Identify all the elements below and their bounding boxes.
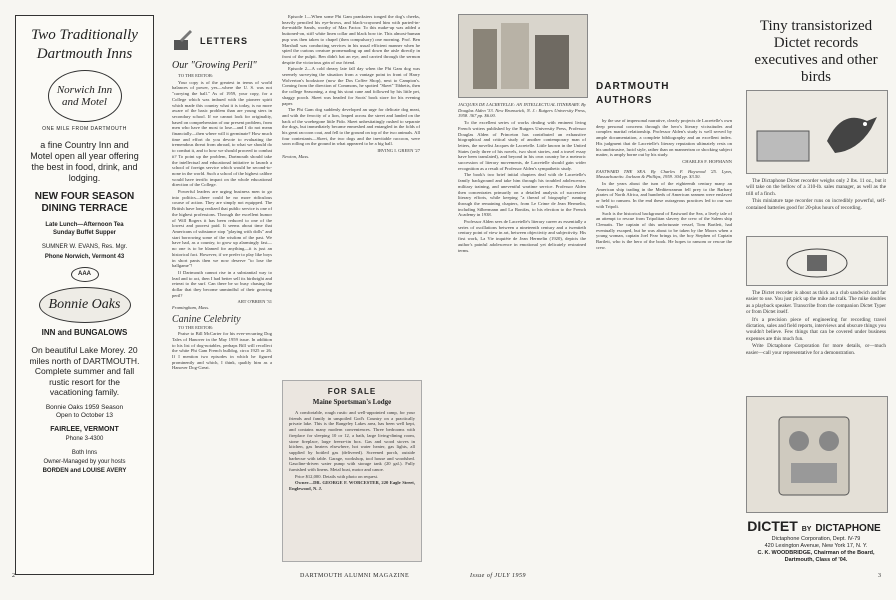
norwich-inn-description: a fine Country Inn and Motel open all year offering the best in food, drink, and lodging. — [30, 140, 139, 183]
aaa-logo: AAA — [71, 267, 99, 282]
letters-heading: LETTERS — [200, 36, 249, 46]
dictet-bird-photo — [746, 90, 888, 174]
dictet-copy-1 — [746, 178, 886, 238]
page-number-right: 3 — [878, 573, 882, 579]
for-sale-heading: FOR SALE — [327, 387, 377, 396]
dictet-cartoon — [746, 236, 888, 286]
dictet-brand-maker: DICTAPHONE — [815, 523, 881, 534]
letter-title-canine-celebrity: Canine Celebrity — [172, 313, 241, 325]
letter-1-body — [172, 73, 272, 371]
for-sale-body-wrap — [283, 410, 421, 492]
recorder-icon — [747, 397, 887, 512]
letter-2-episode-1: Episode 1—When some Phi Gam pranksters tonged the dog's cheeks, heavily penciled his eye-brows, and black-crayoned him with parted-in-the-middle Sands, worthy of Max Factor. To this make-up was added a buttoned-on, stiff white linen collar and black bow tie. This almost-human pup was then taken to chapel (then compulsory) one morning. Prof. Ben Marshall was conducting services in his usual efficient manner when he spied the curious creature promenading up and down the aisle directly in front of the pulpit. Ben didn't bat an eye, and carried through the sermon despite the victorious grin of our friend. — [282, 14, 420, 65]
letter-1-salutation: TO THE EDITOR: — [178, 73, 214, 78]
dictet-corp: Dictaphone Corporation, Dept. IV-79 — [771, 536, 861, 542]
norwich-inn-logo-line2: and Motel — [62, 96, 107, 108]
dictet-device-photo — [746, 396, 888, 513]
letters-column-2 — [282, 14, 420, 376]
bonnie-oaks-description: On beautiful Lake Morey. 20 miles north of DARTMOUTH. Complete summer and fall rustic resort for the vacationing family. — [29, 345, 140, 397]
letters-column-1 — [172, 30, 272, 570]
dining-terrace-text: NEW FOUR SEASON DINING TERRACE — [34, 191, 135, 214]
letter-1-signature: ART O'BRIEN '31 — [237, 299, 272, 305]
letter-1-place: Framingham, Mass. — [172, 305, 210, 311]
page-number-left: 2 — [12, 573, 16, 579]
for-sale-advertisement — [282, 380, 422, 562]
bonnie-oaks-logo: Bonnie Oaks — [39, 287, 131, 323]
norwich-inn-logo — [48, 70, 122, 122]
authors-column-2 — [596, 118, 732, 564]
magazine-name: DARTMOUTH ALUMNI MAGAZINE — [300, 573, 410, 579]
norwich-phone: Phone Norwich, Vermont 43 — [44, 254, 125, 260]
authors-heading-line2: AUTHORS — [596, 95, 653, 106]
letter-2-signature: IRVING I. GREEN '27 — [377, 148, 420, 154]
letter-2-salutation: TO THE EDITOR: — [178, 324, 214, 330]
inns-advertisement — [15, 15, 154, 575]
for-sale-owner: Owner—DR. GEORGE F. WORCESTER, 220 Eagle Street, Englewood, N. J. — [289, 480, 415, 492]
dictet-brand-name: DICTET — [747, 518, 798, 534]
from-dartmouth-text: ONE MILE FROM DARTMOUTH — [42, 126, 127, 132]
review-2-paragraph-1: In the years about the turn of the eighteenth century many an American ship trading in the Mediterranean fell prey to the Barbary pirates of North Africa, and hundreds of American seamen were enslaved or held to ransom. In the end these outrageous practices led to our war with Tripoli. — [596, 181, 732, 209]
review-1-conclusion: by the use of impersonal narrative, clearly projects de Lacretelle's own deep personal concerns through the hero's literary vicissitudes and complex marital relationship. Professor Alden's study is well served by ample documentation, a complete bibliography and an excellent index. His judgment that de Lacretelle's literary reputation ultimately rests on his unobtrusive, lucid style, rather than on mannerism or shocking subject matter, is amply borne out by his study. — [596, 118, 732, 158]
books-image-icon — [459, 15, 587, 97]
letter-1-paragraph-3: If Dartmouth cannot rise in a substantial way to lead and to act, then I had better sell its birthright and retreat to the surf. Can there be so busy chasing the dollar that they become unmindful of their growing peril? — [172, 269, 272, 298]
dictet-body-2: This miniature tape recorder runs on incredibly powerful, self-contained batteries good for 20-plus hours of recording. — [746, 198, 886, 211]
letter-title-growing-peril: Our "Growing Peril" — [172, 60, 257, 71]
book-1-citation: JACQUES DE LACRETELLE: AN INTELLECTUAL ITINERARY. By Douglas Alden '33. New Brunswick, N. J.: Rutgers University Press, 1958. 367 pp. $6.00. — [458, 102, 586, 119]
for-sale-price: Price $12,000. Details with photo on request. — [295, 473, 379, 479]
dictet-address: 420 Lexington Avenue, New York 17, N. Y. — [764, 543, 868, 549]
manager-name: SUMNER W. EVANS, Res. Mgr. — [41, 244, 128, 250]
dictet-copy-2 — [746, 290, 886, 388]
late-lunch-text: Late Lunch—Afternoon Tea Sunday Buffet Supper — [45, 222, 124, 236]
letter-2-place: Newton, Mass. — [282, 153, 310, 159]
letters-header — [172, 30, 272, 52]
book-2-citation: EASTWARD THE SEA. By Charles F. Haywood '25. Lynn, Massachusetts: Jackson & Phillips, 1959. 304 pp. $3.50. — [596, 168, 732, 180]
for-sale-body: A comfortable, rough rustic and well-appointed camp, for your friends and family in unspoiled God's Country on a practically private lake. This is the Rangeley Lakes area, has been well kept, and contains many modern conveniences. Three bedrooms with fireplace for sleeping 10 or 12, a bath, large living-dining room, stone fireplace, large freeze-tin box. Gas and wood stoves in kitchen, gas heaters elsewhere, hot water heater, gas lights, all supplied by bottled gas (delivered). Screened porch, outside barbecue with table. Garage, workshop, tool house and woodshed. Gasoline-driven water pump with storage tank (20 gal.). Fully furnished with linens. Metal boat, motor and canoe. — [289, 410, 415, 473]
dartmouth-authors-heading — [596, 80, 669, 108]
hosts-names: BORDEN and LOUISE AVERY — [42, 467, 127, 474]
owner-managed-text: Owner-Managed by your hosts — [43, 458, 126, 465]
authors-heading-line1: DARTMOUTH — [596, 81, 670, 92]
norwich-inn-logo-line1: Norwich Inn — [56, 84, 113, 96]
bonnie-oaks-phone: Phone 3-4300 — [65, 435, 104, 442]
dictet-class: Dartmouth, Class of '04. — [784, 557, 848, 563]
microphone-icon — [747, 237, 887, 285]
both-inns-text: Both Inns — [71, 449, 98, 456]
review-1-paragraph-3: Professor Alden sees de Lacretelle's literary career as essentially a series of oscillations between a nineteenth century and a twentieth century point of view in art, between objectivity and subjectivity. His first work, La Vie inquiète de Jean Hermelin (1920), depicts the author's painful adolescence in emotional yet delicately restrained terms. — [458, 219, 586, 253]
bird-icon — [747, 91, 887, 173]
dictet-body-3: The Dictet recorder is about as thick as a club sandwich and far easier to use. You just pick up the mike and talk. The mike doubles as a playback speaker. Transcribe from the companion Dictet Typer or from Dictet itself. — [746, 290, 886, 316]
dictet-body-4: It's a precision piece of engineering for recording travel dictation, sales and field reports, interviews and obscure things you wouldn't believe. Few things that can be covered under business expenses are this much fun. — [746, 316, 886, 342]
dictet-chairman: C. K. WOODBRIDGE, Chairman of the Board, — [757, 550, 875, 556]
letter-2-paragraph-1: Praise to Bill McCarter for his ever-recurring Dog Tales of Hanover in the May 1959 issue. In addition to his list of dog-notables, perhaps Bill will recollect the white Phi Gam French bulldog, circa 1925 or 26. If I mention two episodes in which he figured prominently and which, I think, qualify him as a Hanover Dog-Great. — [172, 331, 272, 371]
dictet-brand — [744, 518, 884, 534]
review-1-paragraph-1: To the excellent series of works dealing with eminent living French writers published by the Rutgers University Press, Professor Douglas Alden of Princeton has contributed an exhaustive biographical and critical study of another contemporary man of letters, the novelist Jacques de Lacretelle. Little known in the United States (only three of his novels, two short stories, and a travel essay have been translated), and beyond in his own country be a meteoric succession of literary movements, de Lacretelle should gain wider recognition as a result of Professor Alden's sympathetic study. — [458, 120, 586, 171]
dictet-brand-by: BY — [801, 526, 812, 533]
dictet-body-5: Write Dictaphone Corporation for more details, or—much easier—call your representative for a demonstration. — [746, 343, 886, 356]
quill-ink-icon — [172, 30, 194, 52]
authors-column-1 — [458, 102, 586, 564]
letter-2-paragraph-fight: The Phi Gam dog suddenly developed an urge for delicate dog meat, and with the ferocity of a lion, leaped across the street and landed on the back of the woebegone little Fido. Skeet unhesitatingly rushed to separate the dogs, but immediately became enmeshed and entangled in the folds of his great raccoon coat, and fell to the ground on top of the two animals. All four contestants—Skeet, the two dogs and the inevitable raccoon, were soon rolling on the ground in what appeared to be a big ball. — [282, 107, 420, 147]
inns-ad-title: Two Traditionally Dartmouth Inns — [31, 27, 138, 62]
book-photo — [458, 14, 588, 98]
letter-1-paragraph-2: Powerful leaders are urging business men to go into politics—there could be no more ridiculous course of action. They are simply not equipped. The British have long realized that public service is one of the highest professions. Through the excellent humor of Will Rogers it has been reduced to one of the lowest and poorest paid. It seems about time that Americans of substance stop "playing with dolls" and start borrowing some of the wisdom of the past. We have had, as a country, to grow up alarmingly fast—no one is to be blamed for anything—it is just an historical fact. However, if we prefer to play like boys in short pants then we now deserve "to lose the ballgame"! — [172, 189, 272, 269]
dictet-headline: Tiny transistorized Dictet records executives and other birds — [754, 18, 878, 85]
issue-date: Issue of JULY 1959 — [470, 573, 527, 579]
reviewer-1-name: CHARLES F. HOFMANN — [682, 158, 732, 164]
bonnie-oaks-season: Bonnie Oaks 1959 Season Open to October 13 — [45, 403, 124, 419]
review-1-paragraph-2: The book's two brief initial chapters deal with de Lacretelle's family background and take him through his troubled adolescence, military training, and uneventful wartime service. Professor Alden then concentrates primarily on a detailed analysis of successive literary efforts, while keeping "a thread of biography" running through the remaining chapters, from Le Crime de Jean Hermelin, including Silbermann and La Bonifas, to his election to the French Academy in 1938. — [458, 172, 586, 218]
for-sale-subheading: Maine Sportsman's Lodge — [312, 398, 392, 406]
dictet-contact — [746, 536, 886, 572]
letter-2-episode-2: Episode 2—A cold dreary late fall day when the Phi Gam dog was serenely surveying the situation from a vantage point in front of Harry Wolverton's bookstore (now the Dos Coffee Shop), next to Campion's. Coming from the direction of Commons, he spotted "Skeet" Tibbetts, then the college Seasoning, a ring his stout cane and followed by his little pet, shaggy pooch. Skeet was headed for Soots' book store for his evening paper. — [282, 66, 420, 106]
letter-1-paragraph-1: Your copy is of the greatest in terms of world balances of power, yes—where the U. S. was not "carrying the ball." As of 1959, your copy, for a College which was imbued with the pioneer spirit which made this country what it is today, is no more aware of the basic problem than are young sters in secondary school. If we cannot look for originality, based on comprehension of our present problem, from men who have the most to lose—and I do not mean financially—then where will it germinate? How much time and effort do you devote to evaluating the tremendous threat from abroad, to what we should do to combat it, and to how we should proceed to combat it? To point up the problem, Dartmouth should take the intellectual and educational initiative to launch a school of foreign service which would be second-to-none in the world. Such a school of the highest calibre would have terrific impact on the whole educational direction of the College. — [172, 79, 272, 188]
inn-bungalows-text: INN and BUNGALOWS — [41, 328, 128, 337]
review-2-paragraph-2: Such is the historical background of Eastward the Sea, a lively tale of an attempt to rescue from Tripolitan slavery the crew of the Salem ship Clematis. The captain of this unfortunate vessel, Tom Bartlett, had eventually escaped, but he was about to be taken by the Moors when a young woman, captain Joel Fear brings in, the boy Stephen of Captain Bartlett, who is the hero of the book. He hopes to ransom or rescue the crew. — [596, 210, 732, 250]
dictet-body-1: The Dictaphone Dictet recorder weighs only 2 lbs. 11 oz., but it will take on the bellow of a 310-lb. sales manager, as well as the trill of a finch. — [746, 178, 886, 197]
fairlee-vermont: FAIRLEE, VERMONT — [50, 425, 119, 433]
